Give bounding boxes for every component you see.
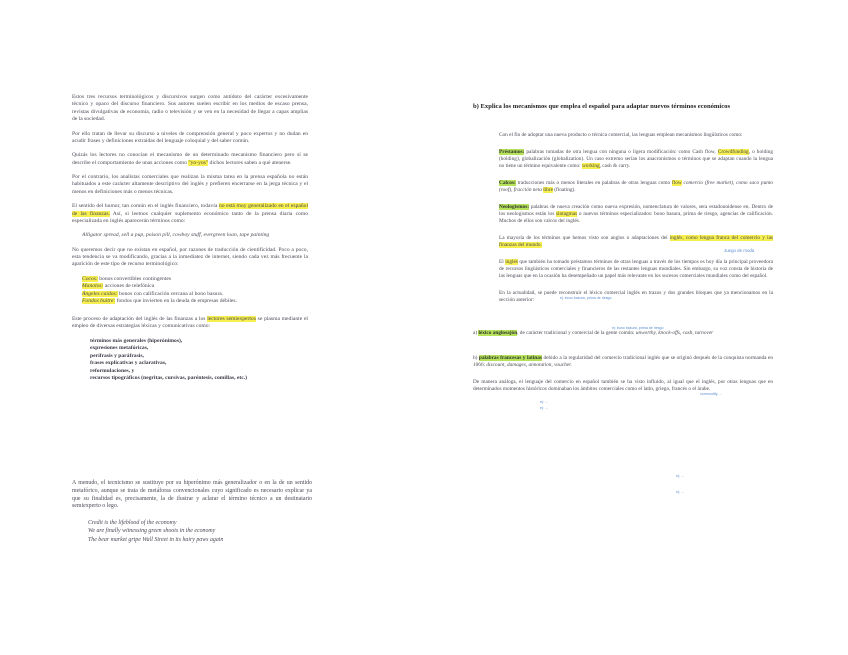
paragraph: Con el fin de adoptar una nueva producto o técnica comercial, las lenguas emplean mecanismos lingüísticos como: (499, 132, 743, 138)
quote-line: We are finally witnessing green shoots in the economy (88, 528, 216, 535)
highlight: lectores semiexpertos (207, 315, 256, 322)
paragraph: Estos tres recursos terminológicos y discursivos surgen como antídoto del carácter excesivamente técnico y opaco del discurso financiero. Sus autores suelen escribir en los medios de escaso prensa, revistas divulgativas de economía, radio o televisión y se ven en la necesidad de llegar a capas amplias de la sociedad. (72, 94, 308, 123)
margin-note: commodity, ... (700, 392, 723, 396)
list-item: recursos tipográficos (negritas, cursivas, paréntesis, comillas, etc.) (90, 375, 247, 382)
list-item: términos más generales (hiperónimos), (90, 337, 183, 344)
highlight: "yo-yos" (188, 159, 209, 166)
paragraph: Calcos: traducciones más o menos literales en palabras de otras lenguas como flow comercio (free market), como saco punto (roof), fracción neta libre (floating). (499, 179, 773, 193)
paragraph: La mayoría de los términos que hemos visto son anglos o adaptaciones del inglés, como lengua franca del comercio y las finanzas del mundo. (499, 234, 773, 248)
quote-block (72, 519, 312, 544)
paragraph: El inglés que también ha tomado préstamos términos de otras lenguas a través de los tiempos es hoy día la principal proveedora de recursos lingüísticos comerciales y financieros de las restantes lenguas mundiales. Sin embargo, su voz consta de historia de las lenguas que en la ocasión ha desempeñado un papel más relevante en los sucesos comerciales mundiales como del español. (499, 258, 773, 279)
paragraph: a) léxico anglosajón, de carácter tradicional y comercial de la gente común: unworthy, knock-offs, cash, turnover (473, 329, 714, 336)
margin-note: ej: ... (676, 490, 684, 494)
page-title: b) Explica los mecanismos que emplea el español para adaptar nuevos términos económicos (473, 103, 731, 110)
margin-note: ej: ... (540, 406, 548, 410)
paragraph: b) palabras francesas y latinas debido a la regularidad del comercio tradicional inglés que se originó después de la conquista normanda en 1066: discount, damages, annotation, voucher. (473, 354, 773, 368)
list-item: expresiones metafóricas, (90, 345, 149, 352)
highlight: no está muy generalizado en el español de las finanzas. (72, 203, 308, 217)
list-item: reformulaciones, y (90, 367, 135, 374)
paragraph: A menudo, el tecnicismo se sustituye por su hiperónimo más generalizador o en la de un sentido metafórico, aunque se trata de metáforas convencionales cuyo significado es necesario explicar ya que su finalidad es, precisamente, la de ilustrar y aclarar el término técnico a un destinatario semiexperto o lego. (72, 480, 312, 510)
paragraph: De manera análoga, el lenguaje del comercio en español también se ha visto influido, al igual que el inglés, por otras lenguas que en determinados momentos históricos dominaban los ámbitos comerciales como el latín, griego, francés o el árabe. (473, 378, 773, 392)
list-item: Fondos buitre: fondos que invierten en la deuda de empresas débiles. (82, 298, 237, 305)
list-item: Ángeles caídos: bonos con calificación cercana al bono basura. (82, 290, 224, 297)
margin-note: ej: bono basura, prima de riesgo (612, 326, 664, 330)
margin-note: ej: bono basura, prima de riesgo (560, 296, 612, 300)
quote-line: Credit is the lifeblood of the economy (88, 520, 177, 527)
margin-note: ej: ... (540, 400, 548, 404)
paragraph: No queremos decir que no existan en español, por razones de traducción de cientificidad. Poco a poco, esta tendencia se va modificando, gracias a la inmediatez de internet, siendo cada vez más frecuente la aparición de este tipo de recurso terminológico: (72, 246, 308, 268)
paragraph: Neologismos: palabras de nueva creación como nueva expresión, nomenclatura de valores, sera estadounidense en. Dentro de los neologismos están los sintagmas o nuevos términos especializados: bono basura, prima de riesgo, agencias de calificación. Muchos de ellos son calcos del inglés. (499, 203, 773, 224)
paragraph: Este proceso de adaptación del inglés de las finanzas a los lectores semiexpertos se plasma mediante el empleo de diversas estrategias léxicas y comunicativas como: (72, 315, 308, 330)
list-item: Manolos: acciones de telefónica (82, 283, 155, 290)
list-item: frases explicativas y aclarativas, (90, 360, 167, 367)
quote: Alligator spread, sell a pup, poison pill, cowboy stuff, evergreen loan, tape painting (82, 232, 270, 239)
left-page (72, 94, 308, 383)
paragraph: Préstamos: palabras tomadas de otra lengua con ninguna o ligera modificación: como Cash flow, Crowdfunding, o holding (holding), globalización (globalization). Un caso extremo serían los anacronismos o términos que se adaptan cuando la lengua no tiene un término equivalente como: working, cash & carry. (499, 148, 773, 169)
paragraph: En la actualidad, se puede reconstruir el léxico comercial inglés en trazos y dos grandes bloques que ya mencionamos en la sección anterior: (499, 289, 773, 303)
bullet-list (72, 338, 308, 383)
margin-note: Juego de moda (724, 248, 755, 253)
list-item: perífrasis y paráfrasis, (90, 352, 144, 359)
paragraph: Quizás los lectores no conocían el mecanismo de un determinado mecanismo financiero pero sí se describe el comportamiento de unas acciones como "yo-yos" dichos lectores saben a qué atenerse. (72, 152, 308, 166)
list-item: Cocos: bonos convertibles contingentes (82, 275, 172, 282)
term-list (72, 276, 308, 306)
paragraph: Por el contrario, los analistas comerciales que realizan la misma tarea en la prensa española no están habituados a este carácter altamente descriptivo del inglés y prefieren encerrarse en la jerga técnica y el menos en definiciones más o menos técnicas. (72, 174, 308, 195)
paragraph: Por ello tratan de llevar su discurso a niveles de comprensión general y poco expertos y no dudan en acudir frases y definiciones extraídas del lenguaje coloquial y del saber común. (72, 130, 308, 144)
paragraph: El sentido del humor, tan común en el inglés financiero, todavía no está muy generalizado en el español de las finanzas. Así, si leemos cualquier suplemento económico tanto de la prensa diaria como especializada en inglés aparecerán términos como: (72, 203, 308, 224)
bottom-left-block (72, 480, 312, 544)
quote-line: The bear market gripe Wall Street in its hairy paws again (88, 536, 224, 543)
margin-note: ej: ... (676, 474, 684, 478)
